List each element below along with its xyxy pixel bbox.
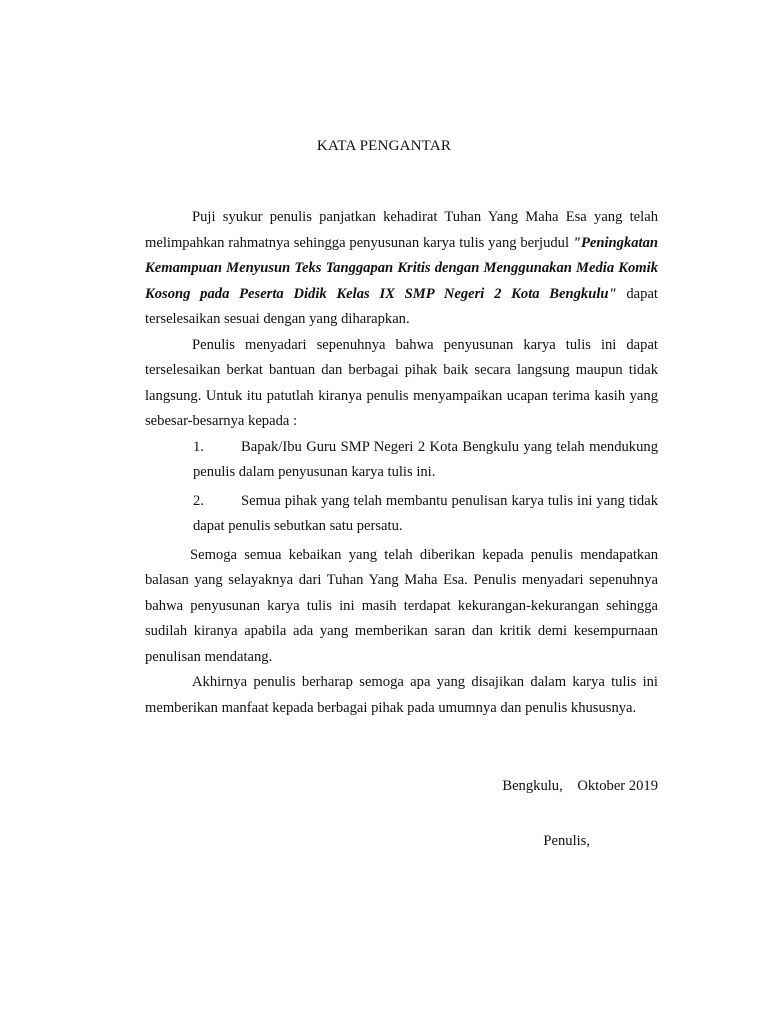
list-item [193,489,658,540]
list-item-text: Semua pihak yang telah membantu penulisan karya tulis ini yang tidak dapat penulis sebutkan satu persatu. [193,492,658,534]
paragraph-closing: Akhirnya penulis berharap semoga apa yang disajikan dalam karya tulis ini memberikan manfaat kepada berbagai pihak pada umumnya dan penulis khususnya. [145,674,658,716]
document-body [145,205,658,721]
paragraph-hope: Semoga semua kebaikan yang telah diberikan kepada penulis mendapatkan balasan yang selayaknya dari Tuhan Yang Maha Esa. Penulis menyadari sepenuhnya bahwa penyusunan karya tulis ini masih terdapat kekurangan-kekurangan sehingga sudilah kiranya apabila ada yang memberikan saran dan kritik demi kesempurnaan penulisan mendatang. [145,546,658,665]
list-item-number: 1. [193,438,204,455]
list-item-number: 2. [193,492,204,509]
paragraph-opening-tail: dapat terselesaikan sesuai dengan yang diharapkan. [145,285,658,327]
paragraph-opening-text: Puji syukur penulis panjatkan kehadirat Tuhan Yang Maha Esa yang telah melimpahkan rahmatnya sehingga penyusunan karya tulis yang berjudul [145,209,658,251]
thanks-list [145,435,658,540]
paragraph-acknowledgement: Penulis menyadari sepenuhnya bahwa penyusunan karya tulis ini dapat terselesaikan berkat bantuan dan berbagai pihak baik secara langsung maupun tidak langsung. Untuk itu patutlah kiranya penulis menyampaikan ucapan terima kasih yang sebesar-besarnya kepada : [145,336,658,429]
list-item-text: Bapak/Ibu Guru SMP Negeri 2 Kota Bengkulu yang telah mendukung penulis dalam penyusunan karya tulis ini. [193,438,658,480]
list-item [193,435,658,486]
paper-title-emphasis: "Peningkatan Kemampuan Menyusun Teks Tanggapan Kritis dengan Menggunakan Media Komik Kosong pada Peserta Didik Kelas IX SMP Negeri 2 Kota Bengkulu" [145,234,658,302]
signature-role: Penulis, [543,833,590,849]
signature-place-date: Bengkulu, Oktober 2019 [502,778,658,794]
paragraph-opening [145,205,658,333]
document-title: KATA PENGANTAR [316,138,452,154]
